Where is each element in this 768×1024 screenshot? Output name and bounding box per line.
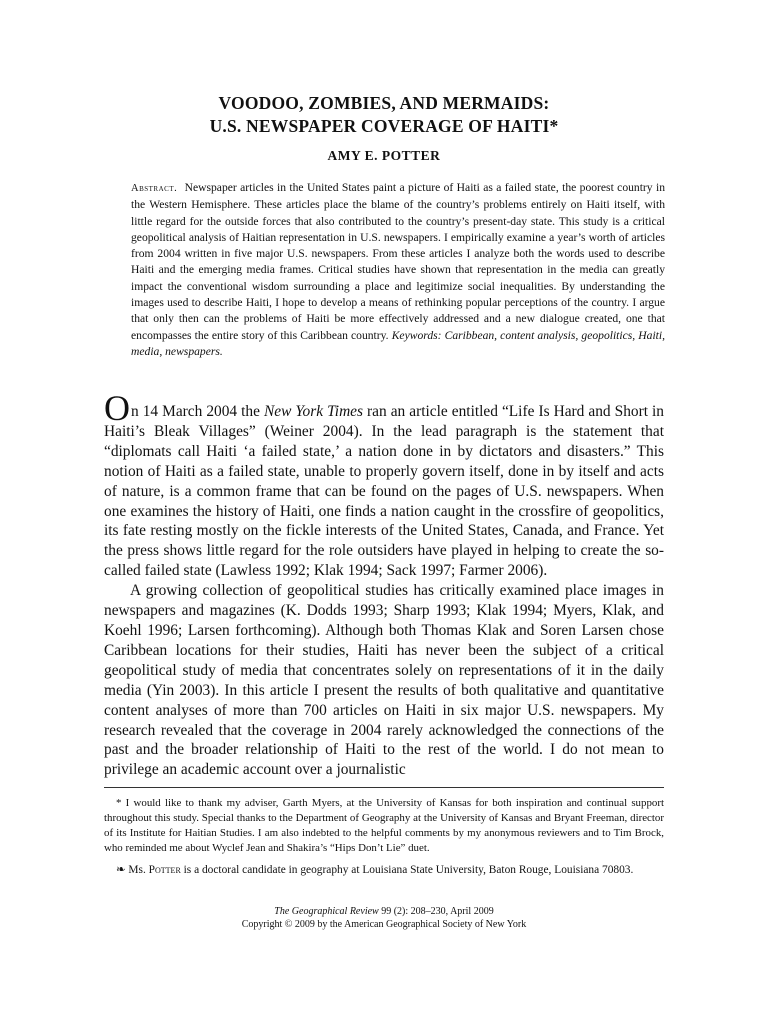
fleuron-icon: ❧ bbox=[116, 864, 126, 876]
body-paragraph-1 bbox=[104, 388, 665, 581]
footnote-acknowledgment: * I would like to thank my adviser, Garth Myers, at the University of Kansas for both inspiration and continual support throughout this study. Special thanks to the Department of Geography at the University of Kansas and Bryant Freeman, director of its Institute for Haitian Studies. I am also indebted to the helpful comments by my anonymous reviewers and to Tim Brock, who reminded me about Wyclef Jean and Shakira’s “Hips Don’t Lie” duet. bbox=[104, 797, 664, 854]
journal-issue: 99 (2): 208–230, April 2009 bbox=[378, 906, 494, 917]
abstract-label: Abstract. bbox=[131, 183, 178, 194]
author-name: AMY E. POTTER bbox=[327, 148, 441, 163]
article-body bbox=[104, 388, 665, 780]
footnote-author-affiliation bbox=[104, 862, 664, 879]
abstract-text: Newspaper articles in the United States paint a picture of Haiti as a failed state, the poorest country in the Western Hemisphere. These articles place the blame of the country’s problems entirely on Haiti itself, with little regard for the outside forces that also contributed to the country’s present-day state. This study is a critical geopolitical analysis of Haitian representation in U.S. newspapers. I empirically examine a year’s worth of articles from 2004 written in five major U.S. newspapers. From these articles I analyze both the words used to describe Haiti and the emerging media frames. Critical studies have shown that representation in the media can greatly impact the conventional wisdom surrounding a place and legitimize social inequalities. By understanding the images used to describe Haiti, I hope to develop a means of rethinking popular perceptions of the country. I argue that only then can the problems of Haiti be more effectively addressed and a new dialogue created, one that encompasses the entire story of this Caribbean country. bbox=[131, 181, 665, 342]
abstract-keywords: Keywords: Caribbean, content analysis, geopolitics, Haiti, media, newspapers. bbox=[131, 328, 666, 358]
copyright-line: Copyright © 2009 by the American Geographical Society of New York bbox=[241, 919, 527, 930]
paragraph-1-start: n 14 March 2004 the bbox=[131, 403, 264, 420]
footnote-divider bbox=[104, 787, 664, 788]
newspaper-name: New York Times bbox=[264, 403, 364, 420]
affiliation-prefix: Ms. bbox=[128, 864, 149, 876]
article-title-line-2: U.S. NEWSPAPER COVERAGE OF HAITI* bbox=[209, 116, 559, 136]
drop-cap: O bbox=[104, 388, 130, 428]
paragraph-1-rest: ran an article entitled “Life Is Hard and Short in Haiti’s Bleak Villages” (Weiner 2004). In the lead paragraph is the statement that “diplomats call Haiti ‘a failed state,’ a nation done in by dictators and disasters.” This notion of Haiti as a failed state, unable to properly govern itself, done in by itself and acts of nature, is a common frame that can be found on the pages of U.S. newspapers. When one examines the history of Haiti, one finds a nation caught in the crossfire of geopolitics, its fate resting mostly on the fickle interests of the United States, Canada, and France. Yet the press shows little regard for the role outsiders have played in helping to create the so-called failed state (Lawless 1992; Klak 1994; Sack 1997; Farmer 2006). bbox=[104, 403, 665, 580]
journal-name: The Geographical Review bbox=[274, 906, 379, 917]
article-title-line-1: VOODOO, ZOMBIES, AND MERMAIDS: bbox=[218, 93, 550, 113]
affiliation-name: Potter bbox=[148, 864, 181, 876]
journal-info bbox=[0, 905, 768, 931]
abstract bbox=[131, 180, 665, 360]
journal-citation bbox=[0, 905, 768, 918]
affiliation-rest: is a doctoral candidate in geography at Louisiana State University, Baton Rouge, Louisiana 70803. bbox=[180, 864, 634, 876]
footnotes bbox=[104, 796, 664, 879]
body-paragraph-2: A growing collection of geopolitical studies has critically examined place images in newspapers and magazines (K. Dodds 1993; Sharp 1993; Klak 1994; Myers, Klak, and Koehl 1996; Larsen forthcoming). Although both Thomas Klak and Soren Larsen chose Caribbean locations for their studies, Haiti has never been the subject of a critical geopolitical study of media that concentrates solely on representations of it in the daily media (Yin 2003). In this article I present the results of both qualitative and quantitative content analyses of more than 700 articles on Haiti in six major U.S. newspapers. My research revealed that the coverage in 2004 rarely acknowledged the connections of the past and the broader relationship of Haiti to the rest of the world. I do not mean to privilege an academic account over a journalistic bbox=[104, 582, 664, 779]
